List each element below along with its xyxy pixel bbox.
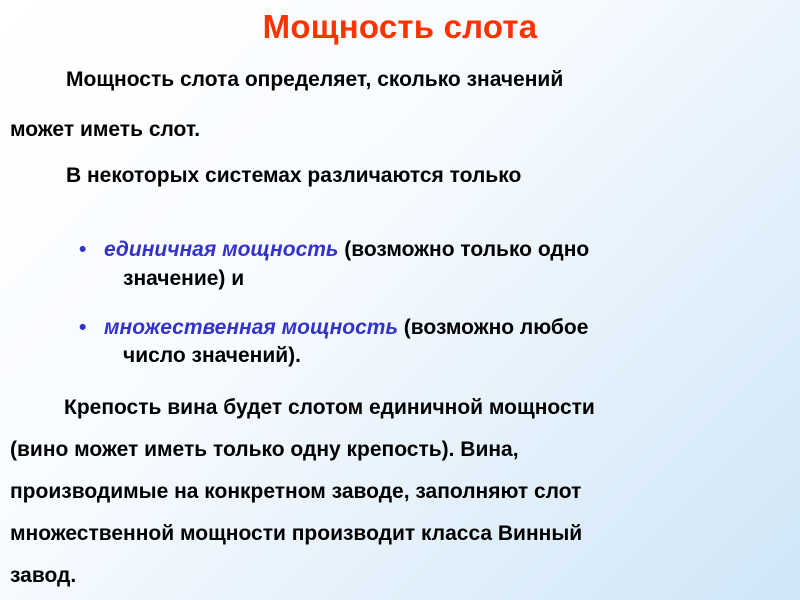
bullet-item-single [79,236,589,263]
bullet-text: (возможно любое [397,316,589,339]
example-line-2: (вино может иметь только одну крепость). Вина, [10,438,519,461]
term-multiple-cardinality: множественная мощность [104,316,398,339]
slide-title: Мощность слота [262,8,538,45]
bullet-item-multiple-cont: число значений). [123,344,301,367]
bullet-dot-icon: • [79,316,87,339]
intro-line-1: Мощность слота определяет, сколько значений [66,68,564,91]
example-line-4: множественной мощности производит класса Винный [10,522,583,545]
bullet-text: (возможно только одно [338,238,590,261]
term-single-cardinality: единичная мощность [104,238,339,261]
intro-line-2: может иметь слот. [10,118,201,141]
example-line-1: Крепость вина будет слотом единичной мощности [64,396,595,419]
bullet-item-single-cont: значение) и [123,267,245,290]
example-line-3: производимые на конкретном заводе, заполняют слот [10,480,582,503]
bullet-item-multiple [79,314,588,341]
intro-line-3: В некоторых системах различаются только [66,164,522,187]
bullet-dot-icon: • [79,238,87,261]
example-line-5: завод. [10,564,77,587]
